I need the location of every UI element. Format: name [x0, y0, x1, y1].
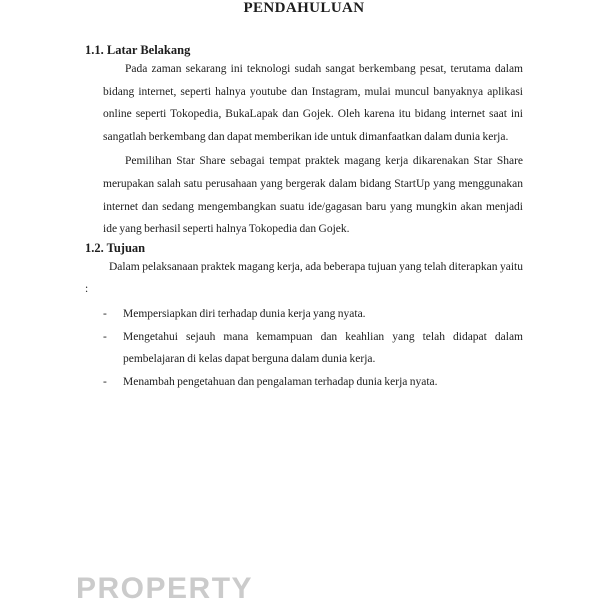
dash-bullet: -: [103, 307, 107, 320]
section-tujuan: [85, 241, 523, 394]
section-heading-1-1: 1.1. Latar Belakang: [85, 43, 191, 57]
list-item-text: Menambah pengetahuan dan pengalaman terhadap dunia kerja nyata.: [123, 375, 438, 388]
section-heading-1-2: 1.2. Tujuan: [85, 240, 146, 255]
list-item: [103, 303, 523, 326]
list-item: [103, 326, 523, 371]
list-item-text: Mengetahui sejauh mana kemampuan dan keahlian yang telah didapat dalam pembelajaran di kelas dapat berguna dalam dunia kerja.: [123, 330, 523, 366]
page-content: [85, 0, 523, 393]
paragraph: Pada zaman sekarang ini teknologi sudah sangat berkembang pesat, terutama dalam bidang internet, seperti halnya youtube dan Instagram, mulai muncul banyaknya aplikasi online seperti Tokopedia, BukaLapak dan Gojek. Oleh karena itu bidang internet saat ini sangatlah berkembang dan dapat memberikan ide untuk dimanfaatkan dalam dunia kerja.: [103, 63, 523, 143]
section-latar-belakang: [85, 43, 523, 241]
paragraph: Pemilihan Star Share sebagai tempat praktek magang kerja dikarenakan Star Share merupakan salah satu perusahaan yang bergerak dalam bidang StartUp yang menggunakan internet dan sedang mengembangkan suatu ide/gagasan baru yang mungkin akan menjadi ide yang berhasil seperti halnya Tokopedia dan Gojek.: [103, 155, 523, 236]
property-watermark: PROPERTY: [76, 572, 254, 600]
dash-bullet: -: [103, 375, 107, 388]
paragraph: Dalam pelaksanaan praktek magang kerja, ada beberapa tujuan yang telah diterapkan yaitu :: [85, 260, 523, 296]
dash-bullet: -: [103, 330, 107, 343]
list-item-text: Mempersiapkan diri terhadap dunia kerja yang nyata.: [123, 307, 366, 320]
page-title: PENDAHULUAN: [243, 0, 365, 16]
list-item: [103, 371, 523, 394]
objectives-list: [103, 303, 523, 393]
